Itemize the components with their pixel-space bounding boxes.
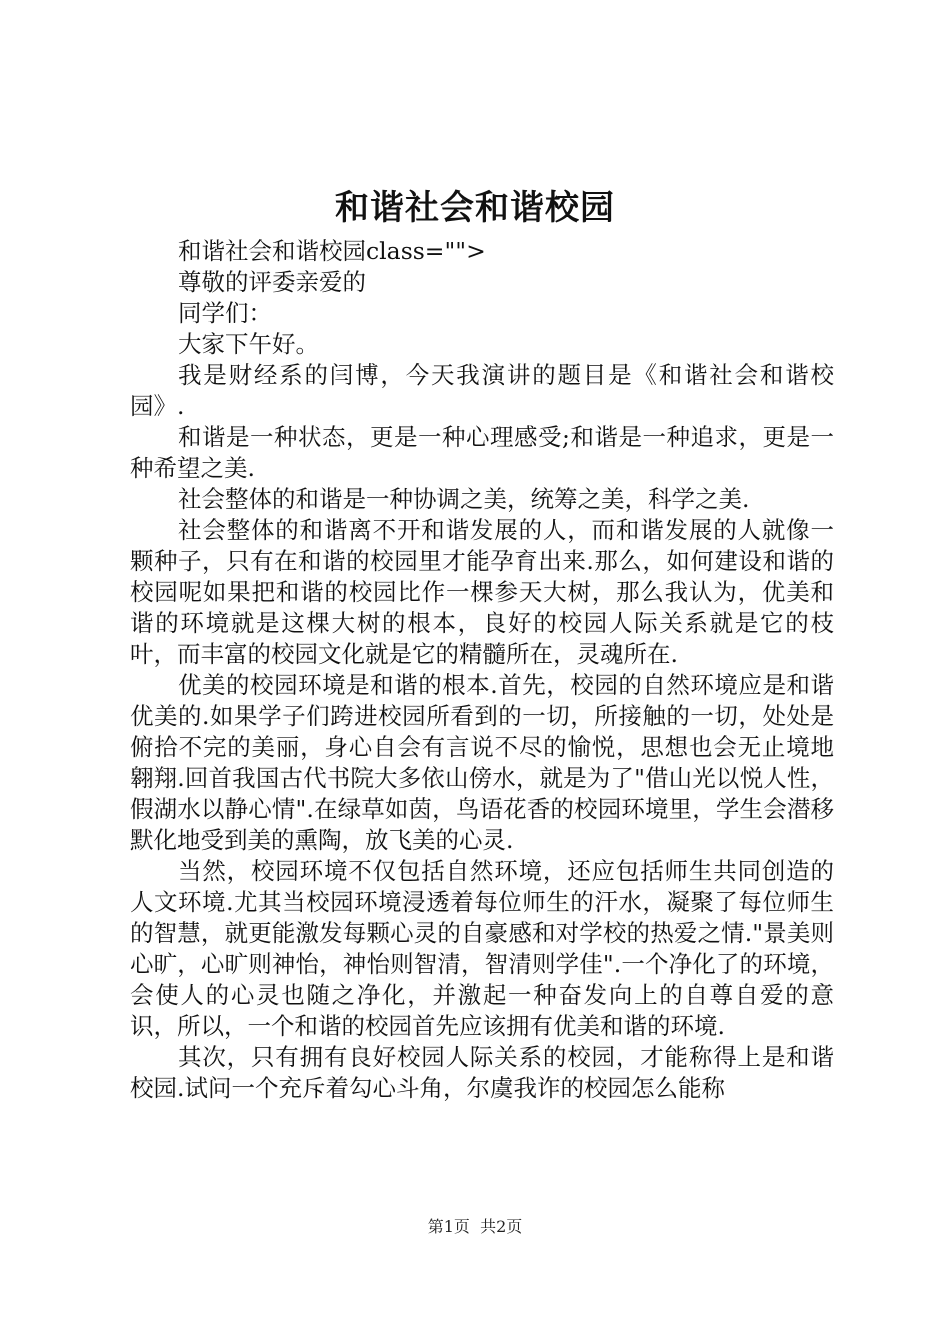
page-footer: [0, 1216, 950, 1238]
paragraph: 大家下午好。: [178, 330, 319, 358]
paragraph: 同学们：: [178, 299, 272, 327]
paragraph: 优美的校园环境是和谐的根本.首先，校园的自然环境应是和谐优美的.如果学子们跨进校园所看到的一切，所接触的一切，处处是俯拾不完的美丽，身心自会有言说不尽的愉悦，思想也会无止境地翱翔.回首我国古代书院大多依山傍水，就是为了"借山光以悦人性，假湖水以静心情".在绿草如茵，鸟语花香的校园环境里，学生会潜移默化地受到美的熏陶，放飞美的心灵.: [130, 671, 834, 854]
paragraph: 其次，只有拥有良好校园人际关系的校园，才能称得上是和谐校园.试问一个充斥着勾心斗角，尔虞我诈的校园怎么能称: [130, 1043, 834, 1102]
paragraph: 和谐社会和谐校园class="">: [178, 237, 486, 265]
document-title: 和谐社会和谐校园: [335, 188, 615, 228]
paragraph: 尊敬的评委亲爱的: [178, 268, 366, 296]
paragraph: 当然，校园环境不仅包括自然环境，还应包括师生共同创造的人文环境.尤其当校园环境浸透着每位师生的汗水，凝聚了每位师生的智慧，就更能激发每颗心灵的自豪感和对学校的热爱之情."景美则心旷，心旷则神怡，神怡则智清，智清则学佳".一个净化了的环境，会使人的心灵也随之净化，并激起一种奋发向上的自尊自爱的意识，所以，一个和谐的校园首先应该拥有优美和谐的环境.: [130, 857, 834, 1040]
paragraph: 和谐是一种状态，更是一种心理感受;和谐是一种追求，更是一种希望之美.: [130, 423, 834, 482]
paragraph: 社会整体的和谐是一种协调之美，统筹之美，科学之美.: [178, 485, 750, 513]
page-number-label: 第1页 共2页: [427, 1217, 523, 1236]
paragraph: 我是财经系的闫博，今天我演讲的题目是《和谐社会和谐校园》.: [130, 361, 834, 420]
paragraph: 社会整体的和谐离不开和谐发展的人，而和谐发展的人就像一颗种子，只有在和谐的校园里才能孕育出来.那么，如何建设和谐的校园呢如果把和谐的校园比作一棵参天大树，那么我认为，优美和谐的环境就是这棵大树的根本，良好的校园人际关系就是它的枝叶，而丰富的校园文化就是它的精髓所在，灵魂所在.: [130, 516, 834, 668]
document-body: [130, 236, 834, 1104]
